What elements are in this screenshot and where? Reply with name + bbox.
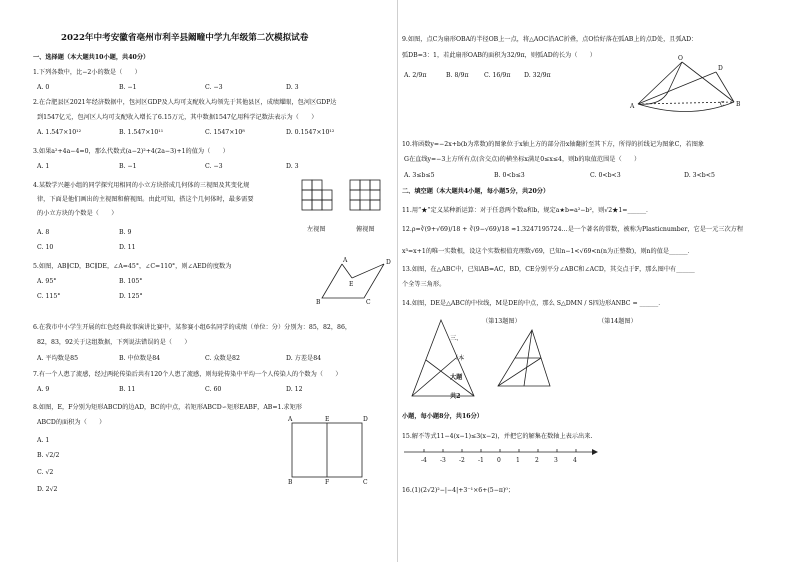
q8-line-2: ABCD的面积为（ ） xyxy=(37,419,106,426)
q13-line-1: 13.如图，在△ABC中，已知AB=AC，BD，CE分别平分∠ABC和∠ACD，其交点于F，那么图中有______ xyxy=(402,266,695,273)
q13-triangle-figure xyxy=(408,316,483,402)
q10-line-1: 10.将函数y=−2x+b(b为常数)的图象位于x轴上方的部分沿x轴翻折至其下方，所得的折线记为图象C，若图象 xyxy=(402,141,705,148)
q2-option-a: A. 1.547×10¹² xyxy=(37,129,82,136)
q5-parallelogram-figure xyxy=(312,256,392,306)
q5-label-e: E xyxy=(349,281,354,288)
q15-tick-label: 3 xyxy=(554,457,558,464)
q14-stem: 14.如图，DE是△ABC的中位线，M是DE的中点，那么 S△DMN / S四边形ANBC = ______． xyxy=(402,300,665,307)
q4-line-1: 4.某数学兴趣小组的同学探究用相同的小立方块搭成几何体的三视图及其变化规 xyxy=(33,182,250,189)
q4-three-views-figure xyxy=(298,172,388,232)
section-2-heading: 二、填空题（本大题共4小题，每小题5分，共20分） xyxy=(402,188,550,195)
q9-line-2: 弧DB=3：1，若此扇形OAB的面积为32/9π，则弧AD的长为（ ） xyxy=(402,52,596,59)
q9-label-a: A xyxy=(630,103,635,110)
q4-line-2: 律，下面是他们画出的主视图和俯视图。由此可知，搭这个几何体时，最多需要 xyxy=(37,196,254,203)
q5-label-c: C xyxy=(366,299,371,306)
q9-label-d: D xyxy=(718,65,723,72)
q4-option-d: D. 11 xyxy=(119,244,136,251)
q3-option-b: B. −1 xyxy=(119,163,137,170)
q5-option-b: B. 105° xyxy=(119,278,143,285)
q7-stem: 7.有一个人患了流感，经过两轮传染后共有120个人患了流感，则每轮传染中平均一个人传染人的个数为（ ） xyxy=(33,371,342,378)
q6-option-d: D. 方差是84 xyxy=(286,355,322,362)
q4-option-a: A. 8 xyxy=(37,229,50,236)
q10-option-d: D. 3<b<5 xyxy=(684,172,715,179)
q4-top-view-caption: 俯视图 xyxy=(356,226,375,233)
q15-stem: 15.解不等式11−4(x−1)≤3(x−2)，并把它的解集在数轴上表示出来. xyxy=(402,433,593,440)
q7-option-a: A. 9 xyxy=(37,386,50,393)
q4-option-b: B. 9 xyxy=(119,229,132,236)
q15-tick-label: -4 xyxy=(421,457,427,464)
q3-option-a: A. 1 xyxy=(37,163,50,170)
q13-caption: （第13题图） xyxy=(482,318,521,325)
q6-option-c: C. 众数是82 xyxy=(205,355,240,362)
q8-label-d: D xyxy=(363,416,368,423)
q9-label-c: C xyxy=(720,101,725,108)
q8-option-c: C. √2 xyxy=(37,469,54,476)
q9-label-o: O xyxy=(678,55,683,62)
q9-label-b: B xyxy=(736,101,741,108)
section-3-part-e: 小题，每小题8分，共16分） xyxy=(402,413,483,420)
q1-option-c: C. −3 xyxy=(205,84,223,91)
q2-option-b: B. 1.547×10¹¹ xyxy=(119,129,164,136)
q10-line-2: G在直线y=−3上方所有点(含交点)的横坐标x满足0≤x≤4，则b的取值范围是（ ） xyxy=(404,156,641,163)
q10-option-c: C. 0<b<3 xyxy=(590,172,621,179)
q1-option-d: D. 3 xyxy=(286,84,299,91)
q8-line-1: 8.如图，E，F分别为矩形ABCD的边AD，BC的中点，若矩形ABCD∽矩形EABF，AB=1.求矩形 xyxy=(33,404,302,411)
q8-label-b: B xyxy=(288,479,293,486)
q10-option-b: B. 0<b≤3 xyxy=(494,172,525,179)
section-3-part-b: （本 xyxy=(452,355,465,362)
q7-option-d: D. 12 xyxy=(286,386,303,393)
q15-tick-label: -1 xyxy=(478,457,484,464)
q4-left-view-caption: 左视图 xyxy=(307,226,326,233)
q5-label-a: A xyxy=(343,257,348,264)
q8-option-b: B. √2/2 xyxy=(37,452,60,459)
q9-option-d: D. 32/9π xyxy=(524,72,551,79)
q12-line-2: x³=x+1的唯一实数根，设这个实数根值充理数√69，已知n−1<√69<n(n为正整数)，则n的值是______． xyxy=(402,248,694,255)
q8-label-a: A xyxy=(288,416,293,423)
q14-caption: （第14题图） xyxy=(598,318,637,325)
q3-option-c: C. −3 xyxy=(205,163,223,170)
section-3-part-a: 三、 xyxy=(450,335,463,342)
q2-option-d: D. 0.1547×10¹² xyxy=(286,129,335,136)
q10-option-a: A. 3≤b≤5 xyxy=(404,172,435,179)
q9-option-a: A. 2/9π xyxy=(404,72,427,79)
q8-option-d: D. 2√2 xyxy=(37,486,58,493)
q2-line-1: 2.在合肥县区2021年经济数据中，包河区GDP及人均可支配收入均领先于其他县区，成绩耀眼，包河区GDP达 xyxy=(33,99,337,106)
q8-label-e: E xyxy=(325,416,330,423)
q3-option-d: D. 3 xyxy=(286,163,299,170)
q3-stem: 3.如果a²+4a−4=0，那么代数式(a−2)²+4(2a−3)+1的值为（ ） xyxy=(33,148,229,155)
q9-line-1: 9.如图，点C为扇形OBA的半径OB上一点，将△AOC沿AC折叠，点O恰好落在弧AB上的点D处，且弧AD： xyxy=(402,36,698,43)
q5-option-c: C. 115° xyxy=(37,293,61,300)
q12-line-1: 12.ρ=∛(9+√69)/18 + ∛(9−√69)/18 ≈1.3247195724…是一个著名的常数，被称为Plasticnumber，它是一元三次方程 xyxy=(402,226,744,233)
right-page-column xyxy=(398,0,794,562)
q16-stem: 16.(1)(2√2)²−|−4|+3⁻¹×6+(5−π)⁰； xyxy=(402,487,515,494)
q15-tick-label: 0 xyxy=(497,457,501,464)
q1-option-a: A. 0 xyxy=(37,84,50,91)
section-1-heading: 一、选择题（本大题共10小题，共40分） xyxy=(33,54,150,61)
q8-label-f: F xyxy=(325,479,330,486)
q7-option-b: B. 11 xyxy=(119,386,136,393)
q6-line-1: 6.在我市中小学生开展的红色经典故事演讲比赛中，某参赛小组6名同学的成绩（单位：分）分别为：85，82，86， xyxy=(33,324,352,331)
exam-title: 2022年中考安徽省亳州市利辛县阚疃中学九年级第二次模拟试卷 xyxy=(61,33,309,43)
q15-tick-label: -3 xyxy=(440,457,446,464)
q15-number-line xyxy=(402,446,602,466)
section-3-part-c: 大题 xyxy=(450,374,463,381)
q4-option-c: C. 10 xyxy=(37,244,54,251)
q9-option-b: B. 8/9π xyxy=(446,72,469,79)
q15-tick-label: 1 xyxy=(516,457,520,464)
q1-option-b: B. −1 xyxy=(119,84,137,91)
q7-option-c: C. 60 xyxy=(205,386,222,393)
q5-label-d: D xyxy=(386,259,391,266)
q9-option-c: C. 16/9π xyxy=(484,72,511,79)
q5-option-d: D. 125° xyxy=(119,293,143,300)
q5-label-b: B xyxy=(316,299,321,306)
q15-tick-label: 4 xyxy=(573,457,577,464)
q13-line-2: 个全等三角形。 xyxy=(402,281,446,288)
q6-option-b: B. 中位数是84 xyxy=(119,355,161,362)
q8-option-a: A. 1 xyxy=(37,437,50,444)
q14-triangle-figure xyxy=(490,326,562,392)
q4-line-3: 的小立方块的个数是（ ） xyxy=(37,210,118,217)
q2-line-2: 到1547亿元，包河区人均可支配收入增长了6.15万元，其中数据1547亿用科学记数法表示为（ ） xyxy=(37,114,318,121)
q9-sector-figure xyxy=(630,56,760,128)
q15-tick-label: 2 xyxy=(535,457,539,464)
q8-rectangle-figure xyxy=(284,414,370,486)
q15-tick-label: -2 xyxy=(459,457,465,464)
q11-stem: 11.用“★”定义某种新运算：对于任意两个数a和b，规定a★b=a²−b²，则√2★1=______． xyxy=(402,207,653,214)
q6-option-a: A. 平均数是85 xyxy=(37,355,79,362)
q1-stem: 1.下列各数中，比−2小的数是（ ） xyxy=(33,69,141,76)
q6-line-2: 82，83，92关于这组数据，下列说法错误的是（ ） xyxy=(37,339,191,346)
q5-stem: 5.如图，AB∥CD，BC∥DE，∠A=45°，∠C=110°，则∠AED的度数为 xyxy=(33,263,232,270)
section-3-part-d: 共2 xyxy=(450,393,461,400)
q2-option-c: C. 1547×10⁸ xyxy=(205,129,245,136)
q8-label-c: C xyxy=(363,479,368,486)
q5-option-a: A. 95° xyxy=(37,278,57,285)
